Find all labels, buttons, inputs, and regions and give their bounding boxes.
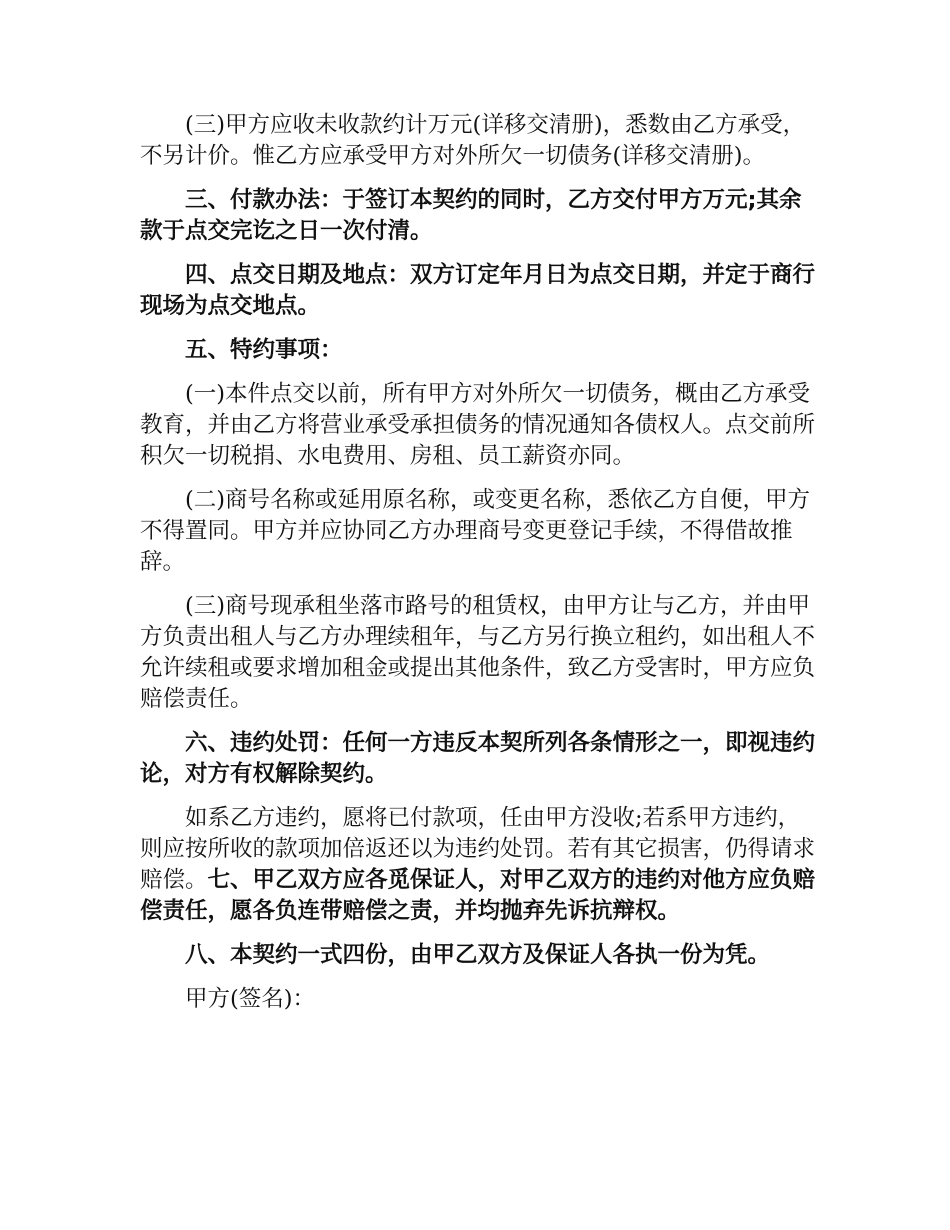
party-a-signature-label: 甲方(签名)：	[185, 986, 316, 1012]
paragraph-special-term-3: (三)商号现承租坐落市路号的租赁权，由甲方让与乙方，并由甲方负责出租人与乙方办理续租年，与乙方另行换立租约，如出租人不允许续租或要求增加租金或提出其他条件，致乙方受害时，甲方应负赔偿责任。	[140, 593, 816, 712]
paragraph-special-terms-heading: 五、特约事项：	[185, 337, 343, 363]
paragraph-special-term-1: (一)本件点交以前，所有甲方对外所欠一切债务，概由乙方承受教育，并由乙方将营业承受承担债务的情况通知各债权人。点交前所积欠一切税捐、水电费用、房租、员工薪资亦同。	[140, 381, 816, 469]
paragraph-receivables: (三)甲方应收未收款约计万元(详移交清册)，悉数由乙方承受，不另计价。惟乙方应承受甲方对外所欠一切债务(详移交清册)。	[140, 112, 806, 169]
paragraph-breach-details	[140, 803, 820, 927]
breach-details-text: 如系乙方违约，愿将已付款项，任由甲方没收;若系甲方违约，则应按所收的款项加倍返还以为违约处罚。若有其它损害，仍得请求赔偿。	[140, 805, 816, 893]
paragraph-copies: 八、本契约一式四份，由甲乙双方及保证人各执一份为凭。	[185, 942, 771, 968]
paragraph-special-term-2: (二)商号名称或延用原名称，或变更名称，悉依乙方自便，甲方不得置同。甲方并应协同乙方办理商号变更登记手续，不得借故推辞。	[140, 487, 811, 575]
paragraph-payment-method: 三、付款办法：于签订本契约的同时，乙方交付甲方万元;其余款于点交完讫之日一次付清。	[140, 187, 802, 244]
document-body	[140, 110, 820, 1028]
guarantor-clause: 七、甲乙双方应各觅保证人，对甲乙双方的违约对他方应负赔偿责任，愿各负连带赔偿之责，并均抛弃先诉抗辩权。	[140, 867, 816, 924]
paragraph-handover-date-place: 四、点交日期及地点：双方订定年月日为点交日期，并定于商行现场为点交地点。	[140, 262, 816, 319]
paragraph-breach-penalty: 六、违约处罚：任何一方违反本契所列各条情形之一，即视违约论，对方有权解除契约。	[140, 730, 816, 787]
